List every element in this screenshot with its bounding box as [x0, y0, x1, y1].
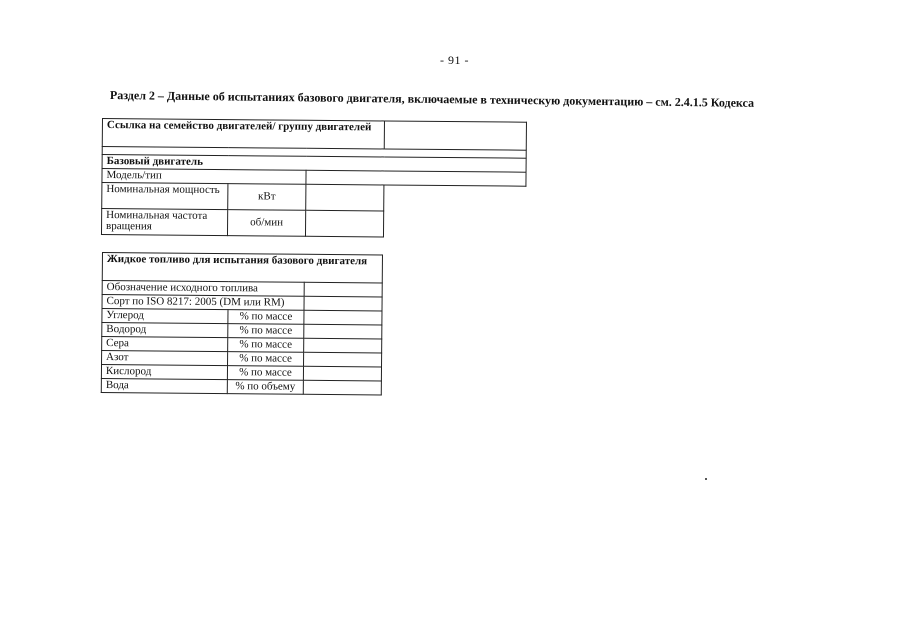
engine-family-ref-value	[384, 121, 526, 150]
page-number: - 91 -	[440, 53, 469, 67]
fuel-row-value	[304, 324, 382, 339]
fuel-row-unit: % по массе	[228, 324, 304, 339]
fuel-row-label: Азот	[102, 351, 228, 366]
fuel-row-value	[304, 352, 382, 367]
fuel-data-table	[101, 252, 383, 395]
fuel-grade-label: Сорт по ISO 8217: 2005 (DM или RM)	[102, 295, 304, 311]
rated-speed-unit: об/мин	[227, 210, 305, 237]
model-type-label: Модель/тип	[102, 169, 306, 185]
fuel-grade-value	[304, 296, 382, 311]
engine-data-table	[101, 118, 527, 239]
fuel-row-label: Водород	[102, 323, 228, 338]
rated-speed-label: Номинальная частота вращения	[101, 209, 227, 236]
fuel-row-label: Углерод	[102, 309, 228, 324]
fuel-row-unit: % по массе	[228, 352, 304, 367]
fuel-designation-label: Обозначение исходного топлива	[102, 281, 304, 297]
rated-power-unit: кВт	[228, 184, 306, 211]
base-engine-header: Базовый двигатель	[102, 155, 526, 173]
rated-power-label: Номинальная мощность	[102, 183, 228, 210]
fuel-row-value	[303, 380, 381, 395]
section-title: Раздел 2 – Данные об испытаниях базового двигателя, включаемые в техническую документацию – см. 2.4.1.5 Кодекса	[109, 88, 755, 110]
fuel-row-value	[303, 366, 381, 381]
table-row	[102, 253, 382, 283]
engine-family-ref-label: Ссылка на семейство двигателей/ группу двигателей	[102, 119, 384, 149]
fuel-row-unit: % по массе	[227, 366, 303, 381]
fuel-row-value	[304, 310, 382, 325]
stray-mark	[705, 478, 707, 480]
fuel-row-unit: % по массе	[228, 338, 304, 353]
rated-speed-value	[305, 210, 383, 237]
fuel-row-unit: % по объему	[227, 380, 303, 395]
rated-power-value	[306, 184, 384, 211]
table-row	[101, 378, 381, 394]
fuel-table-header: Жидкое топливо для испытания базового двигателя	[102, 253, 382, 283]
table-row	[102, 183, 526, 213]
fuel-row-unit: % по массе	[228, 310, 304, 325]
table-row	[101, 209, 525, 239]
table-row	[102, 119, 526, 151]
fuel-designation-value	[304, 282, 382, 297]
fuel-row-label: Вода	[101, 378, 227, 393]
fuel-row-label: Кислород	[101, 365, 227, 380]
fuel-row-label: Сера	[102, 337, 228, 352]
fuel-row-value	[304, 338, 382, 353]
